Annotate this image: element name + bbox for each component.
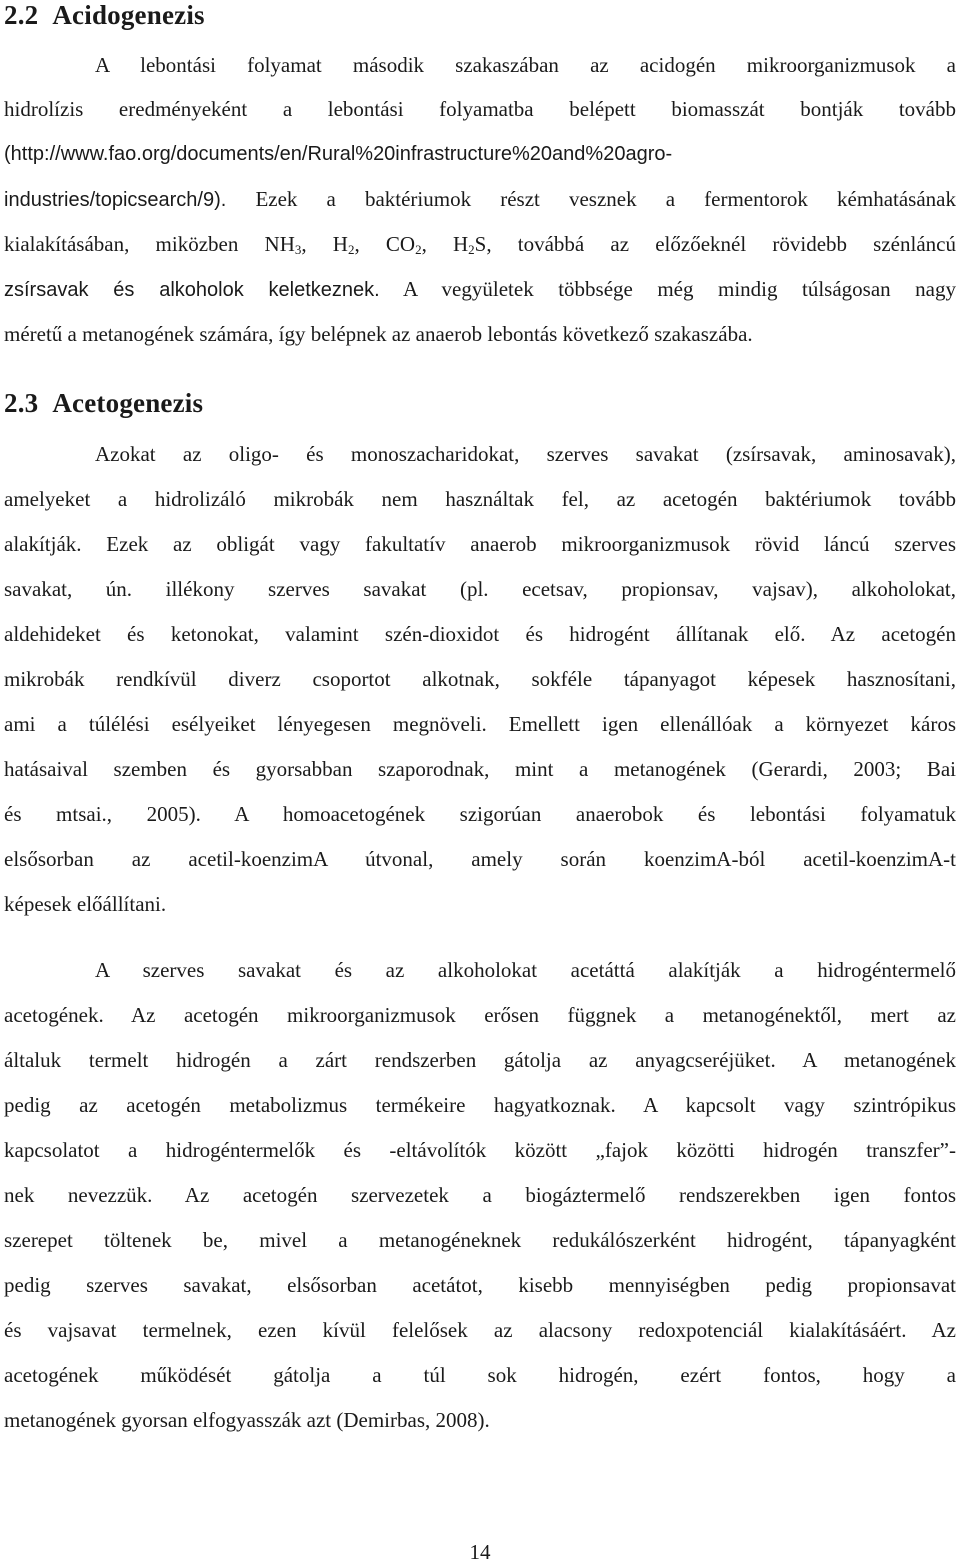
section-heading-2-2 [4, 0, 205, 31]
paragraph-line: acetogének. Az acetogén mikroorganizmusok erősen függnek a metanogénektől, mert az [4, 1003, 956, 1027]
paragraph-line: Azokat az oligo- és monoszacharidokat, szerves savakat (zsírsavak, aminosavak), [95, 442, 956, 466]
paragraph-line: savakat, ún. illékony szerves savakat (pl. ecetsav, propionsav, vajsav), alkoholokat, [4, 577, 956, 601]
paragraph-line: méretű a metanogének számára, így belépnek az anaerob lebontás következő szakaszába. [4, 322, 753, 346]
paragraph-line: pedig az acetogén metabolizmus termékeire hagyatkoznak. A kapcsolt vagy szintrópikus [4, 1093, 956, 1117]
paragraph-line: nek nevezzük. Az acetogén szervezetek a biogáztermelő rendszerekben igen fontos [4, 1183, 956, 1207]
section-number: 2.3 [4, 388, 39, 418]
section-title: Acetogenezis [52, 388, 204, 418]
paragraph-line: amelyeket a hidrolizáló mikrobák nem használtak fel, az acetogén baktériumok tovább [4, 487, 956, 511]
paragraph-line [4, 186, 956, 213]
paragraph-line [4, 276, 956, 303]
text-fragment: S, továbbá az előzőeknél rövidebb szénláncú [474, 232, 956, 256]
paragraph-line: pedig szerves savakat, elsősorban acetátot, kisebb mennyiségben pedig propionsavat [4, 1273, 956, 1297]
paragraph-line [4, 231, 956, 257]
url-line: (http://www.fao.org/documents/en/Rural%20infrastructure%20and%20agro- [4, 143, 673, 165]
paragraph-line: alakítják. Ezek az obligát vagy fakultatív anaerob mikroorganizmusok rövid láncú szerves [4, 532, 956, 556]
paragraph-line: acetogének működését gátolja a túl sok hidrogén, ezért fontos, hogy a [4, 1363, 956, 1387]
paragraph-line: hatásaival szemben és gyorsabban szaporodnak, mint a metanogének (Gerardi, 2003; Bai [4, 757, 956, 781]
paragraph-line: és vajsavat termelnek, ezen kívül felelősek az alacsony redoxpotenciál kialakításáért. Az [4, 1318, 956, 1342]
page-number: 14 [469, 1540, 491, 1564]
paragraph-line: kapcsolatot a hidrogéntermelők és -eltávolítók között „fajok közötti hidrogén transzfer”- [4, 1138, 956, 1162]
paragraph-line: mikrobák rendkívül diverz csoportot alkotnak, sokféle tápanyagot képesek hasznosítani, [4, 667, 956, 691]
paragraph-line: általuk termelt hidrogén a zárt rendszerben gátolja az anyagcseréjüket. A metanogének [4, 1048, 956, 1072]
text-fragment: , H [421, 232, 469, 256]
paragraph-line: ami a túlélési esélyeiket lényegesen megnöveli. Emellett igen ellenállóak a környezet káros [4, 712, 956, 736]
section-number: 2.2 [4, 0, 39, 30]
paragraph-line: és mtsai., 2005). A homoacetogének szigorúan anaerobok és lebontási folyamatuk [4, 802, 956, 826]
paragraph-line: elsősorban az acetil-koenzimA útvonal, amely során koenzimA-ból acetil-koenzimA-t [4, 847, 956, 871]
subscript: 3 [294, 242, 302, 257]
subscript: 2 [347, 242, 355, 257]
subscript: 2 [415, 242, 422, 257]
text-fragment: kialakításában, miközben NH [4, 232, 295, 256]
text-fragment: zsírsavak és alkoholok keletkeznek. [4, 279, 380, 301]
paragraph-line: képesek előállítani. [4, 892, 167, 916]
subscript: 2 [468, 242, 475, 257]
text-fragment: A vegyületek többsége még mindig túlságosan nagy [379, 277, 956, 301]
section-heading-2-3 [4, 388, 203, 419]
paragraph-line: metanogének gyorsan elfogyasszák azt (Demirbas, 2008). [4, 1408, 490, 1432]
paragraph-line: hidrolízis eredményeként a lebontási folyamatba belépett biomasszát bontják tovább [4, 97, 956, 121]
paragraph-line: A szerves savakat és az alkoholokat acetáttá alakítják a hidrogéntermelő [95, 958, 956, 982]
text-fragment: , H [301, 232, 348, 256]
text-fragment: , CO [354, 232, 416, 256]
text-fragment: Ezek a baktériumok részt vesznek a fermentorok kémhatásának [226, 187, 956, 211]
url-fragment: industries/topicsearch/9). [4, 189, 227, 211]
paragraph-line: szerepet töltenek be, mivel a metanogéneknek redukálószerként hidrogént, tápanyagként [4, 1228, 956, 1252]
paragraph-line: aldehideket és ketonokat, valamint szén-dioxidot és hidrogént állítanak elő. Az acetogén [4, 622, 956, 646]
paragraph-line: A lebontási folyamat második szakaszában az acidogén mikroorganizmusok a [95, 53, 956, 77]
section-title: Acidogenezis [52, 0, 205, 30]
